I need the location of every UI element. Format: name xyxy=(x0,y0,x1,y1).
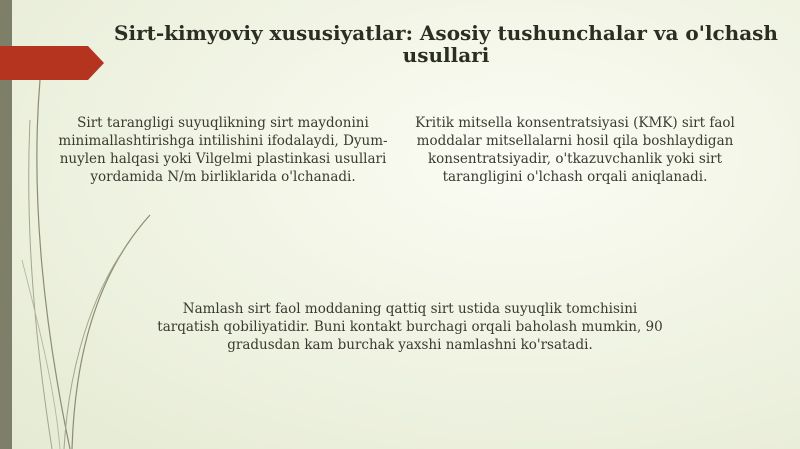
slide-title: Sirt-kimyoviy xususiyatlar: Asosiy tushunchalar va o'lchash usullari xyxy=(114,21,778,67)
wetting-text: Namlash sirt faol moddaning qattiq sirt ustida suyuqlik tomchisini tarqatish qobiliyatidir. Buni kontakt burchagi orqali baholash mumkin, 90 gradusdan kam burchak yaxshi namlashni ko'rsatadi. xyxy=(157,301,663,353)
cmc-text: Kritik mitsella konsentratsiyasi (KMK) sirt faol moddalar mitsellalarni hosil qila boshlaydigan konsentratsiyadir, o'tkazuvchanlik yoki sirt tarangligini o'lchash orqali aniqlanadi. xyxy=(415,115,735,185)
title-accent-arrow xyxy=(0,46,104,80)
surface-tension-text: Sirt tarangligi suyuqlikning sirt maydonini minimallashtirishga intilishini ifodalaydi, Dyum-nuylen halqasi yoki Vilgelmi plastinkasi usullari yordamida N/m birliklarida o'lchanadi. xyxy=(58,115,388,185)
